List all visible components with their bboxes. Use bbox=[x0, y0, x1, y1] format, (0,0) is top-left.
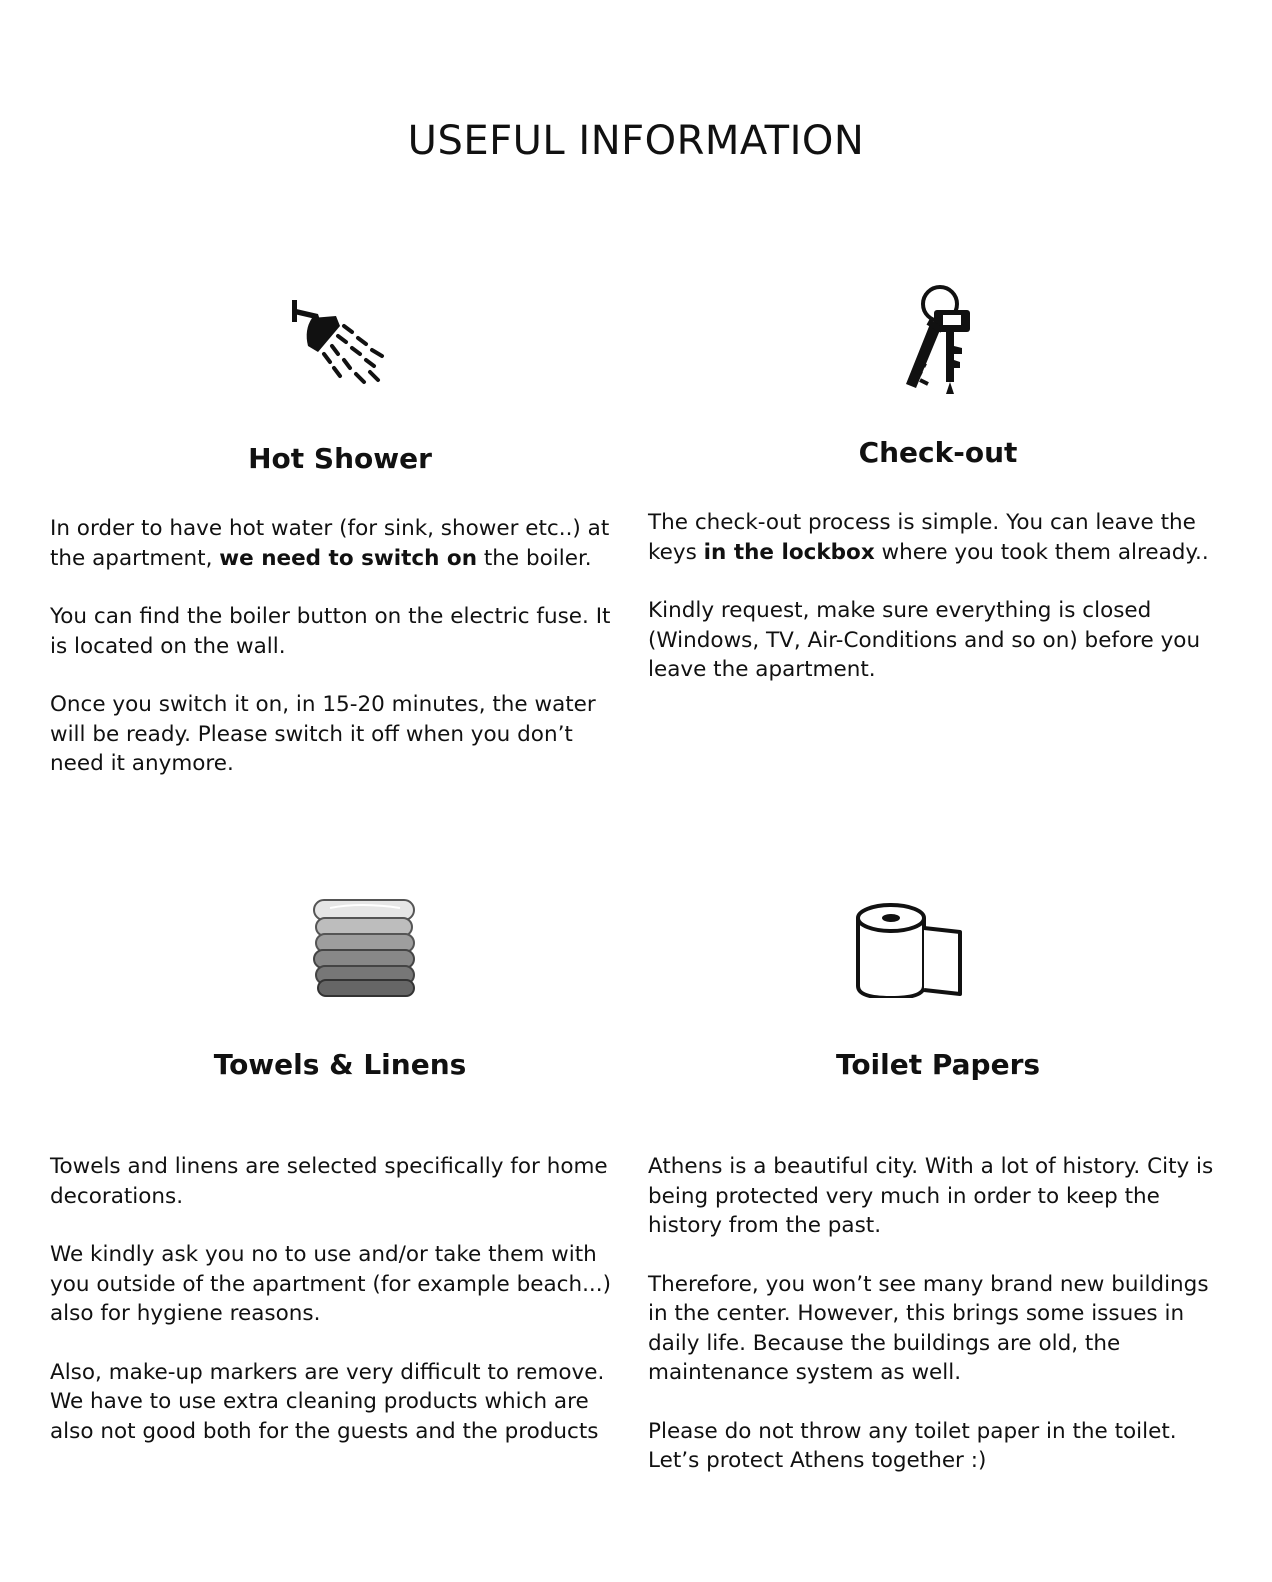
section-title-check-out: Check-out bbox=[858, 436, 1018, 469]
emphasis: we need to switch on bbox=[219, 545, 478, 571]
towels-icon bbox=[310, 894, 420, 1000]
paragraph: Athens is a beautiful city. With a lot of history. City is being protected very much in order to keep the history from the past. bbox=[648, 1154, 1214, 1238]
keys-icon bbox=[900, 284, 980, 400]
text: the boiler. bbox=[477, 545, 592, 571]
text: In order to have hot water (for sink, shower etc..) at the apartment, bbox=[50, 516, 610, 571]
paragraph: Also, make-up markers are very difficult to remove. We have to use extra cleaning products which are also not good both for the guests and the products bbox=[50, 1359, 605, 1444]
paragraph: Therefore, you won’t see many brand new buildings in the center. However, this brings some issues in daily life. Because the buildings are old, the maintenance system as well. bbox=[648, 1271, 1209, 1385]
paragraph: You can find the boiler button on the electric fuse. It is located on the wall. bbox=[50, 604, 611, 659]
toilet-paper-icon bbox=[854, 902, 964, 998]
section-body-toilet-papers bbox=[648, 1152, 1228, 1505]
paragraph: Please do not throw any toilet paper in the toilet. Let’s protect Athens together :) bbox=[648, 1418, 1177, 1473]
section-body-hot-shower bbox=[50, 514, 630, 808]
shower-icon bbox=[290, 296, 390, 388]
section-title-toilet-papers: Toilet Papers bbox=[835, 1048, 1041, 1081]
paragraph: Kindly request, make sure everything is closed (Windows, TV, Air-Conditions and so on) before you leave the apartment. bbox=[648, 598, 1201, 682]
paragraph: We kindly ask you no to use and/or take them with you outside of the apartment (for example beach...) also for hygiene reasons. bbox=[50, 1242, 611, 1326]
section-title-hot-shower: Hot Shower bbox=[248, 442, 432, 475]
paragraph: Towels and linens are selected specifically for home decorations. bbox=[50, 1154, 608, 1209]
text: The check-out process is simple. You can leave the keys bbox=[648, 510, 1196, 565]
section-title-towels-linens: Towels & Linens bbox=[213, 1048, 467, 1081]
section-body-towels-linens bbox=[50, 1152, 630, 1475]
emphasis: in the lockbox bbox=[703, 539, 875, 565]
page-title: USEFUL INFORMATION bbox=[407, 118, 865, 164]
paragraph bbox=[648, 508, 1228, 567]
section-body-check-out bbox=[648, 508, 1228, 714]
paragraph: Once you switch it on, in 15-20 minutes, the water will be ready. Please switch it off when you don’t need it anymore. bbox=[50, 692, 596, 776]
paragraph bbox=[50, 514, 630, 573]
text: where you took them already.. bbox=[874, 539, 1209, 565]
